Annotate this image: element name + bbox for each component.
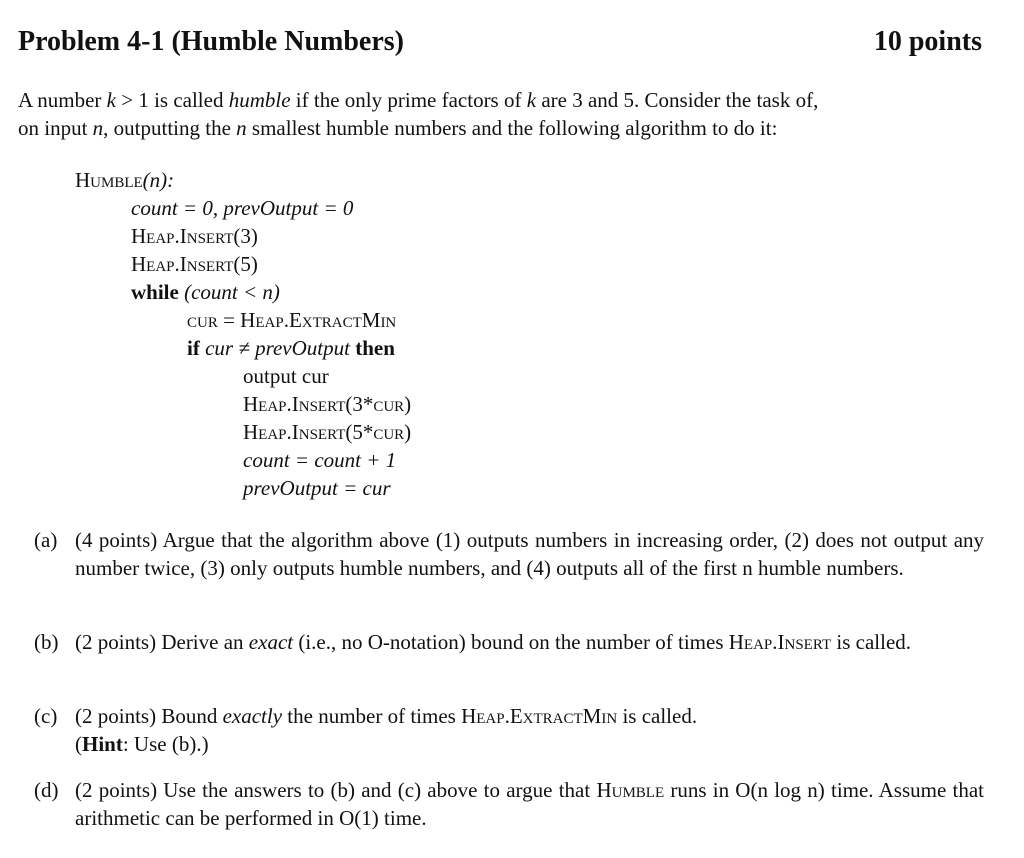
algorithm-line: count = 0, prevOutput = 0 (131, 196, 354, 220)
problem-intro (18, 86, 984, 142)
intro-line-1: A number k > 1 is called humble if the only prime factors of k are 3 and 5. Consider the task of, (18, 88, 819, 112)
algorithm-line: Heap.Insert(5*cur) (243, 420, 412, 444)
part-body: (2 points) Use the answers to (b) and (c) above to argue that Humble runs in O(n log n) time. Assume that arithmetic can be performed in O(1) time. (75, 778, 985, 830)
intro-line-2: on input n, outputting the n smallest humble numbers and the following algorithm to do it: (18, 116, 778, 140)
part-d (34, 776, 984, 832)
part-body: (2 points) Derive an exact (i.e., no O-notation) bound on the number of times Heap.Insert is called. (75, 630, 912, 654)
part-label: (c) (34, 704, 58, 728)
algorithm-line: Heap.Insert(3) (131, 224, 258, 248)
part-body: (2 points) Bound exactly the number of times Heap.ExtractMin is called. (Hint: Use (b).) (75, 704, 698, 756)
hint-label: Hint (82, 732, 123, 756)
part-label: (b) (34, 630, 59, 654)
algorithm-line: if cur ≠ prevOutput then (187, 336, 395, 360)
algorithm-line: output cur (243, 364, 329, 388)
part-b (34, 628, 984, 656)
problem-points: 10 points (873, 26, 982, 57)
algorithm-line: cur = Heap.ExtractMin (187, 308, 397, 332)
algorithm-line: count = count + 1 (243, 448, 397, 472)
algorithm-line: Heap.Insert(5) (131, 252, 258, 276)
problem-title: Problem 4-1 (Humble Numbers) (18, 26, 404, 57)
algorithm-line: while (count < n) (131, 280, 280, 304)
part-c (34, 702, 984, 758)
algorithm-line: Heap.Insert(3*cur) (243, 392, 412, 416)
algorithm-signature: Humble(n): (75, 168, 175, 192)
part-label: (d) (34, 778, 59, 802)
algorithm-line: prevOutput = cur (243, 476, 391, 500)
part-label: (a) (34, 528, 58, 552)
part-body: (4 points) Argue that the algorithm above (1) outputs numbers in increasing order, (2) does not output any number twice, (3) only outputs humble numbers, and (4) outputs all of the first n humble numbers. (75, 528, 985, 580)
part-a (34, 526, 984, 582)
